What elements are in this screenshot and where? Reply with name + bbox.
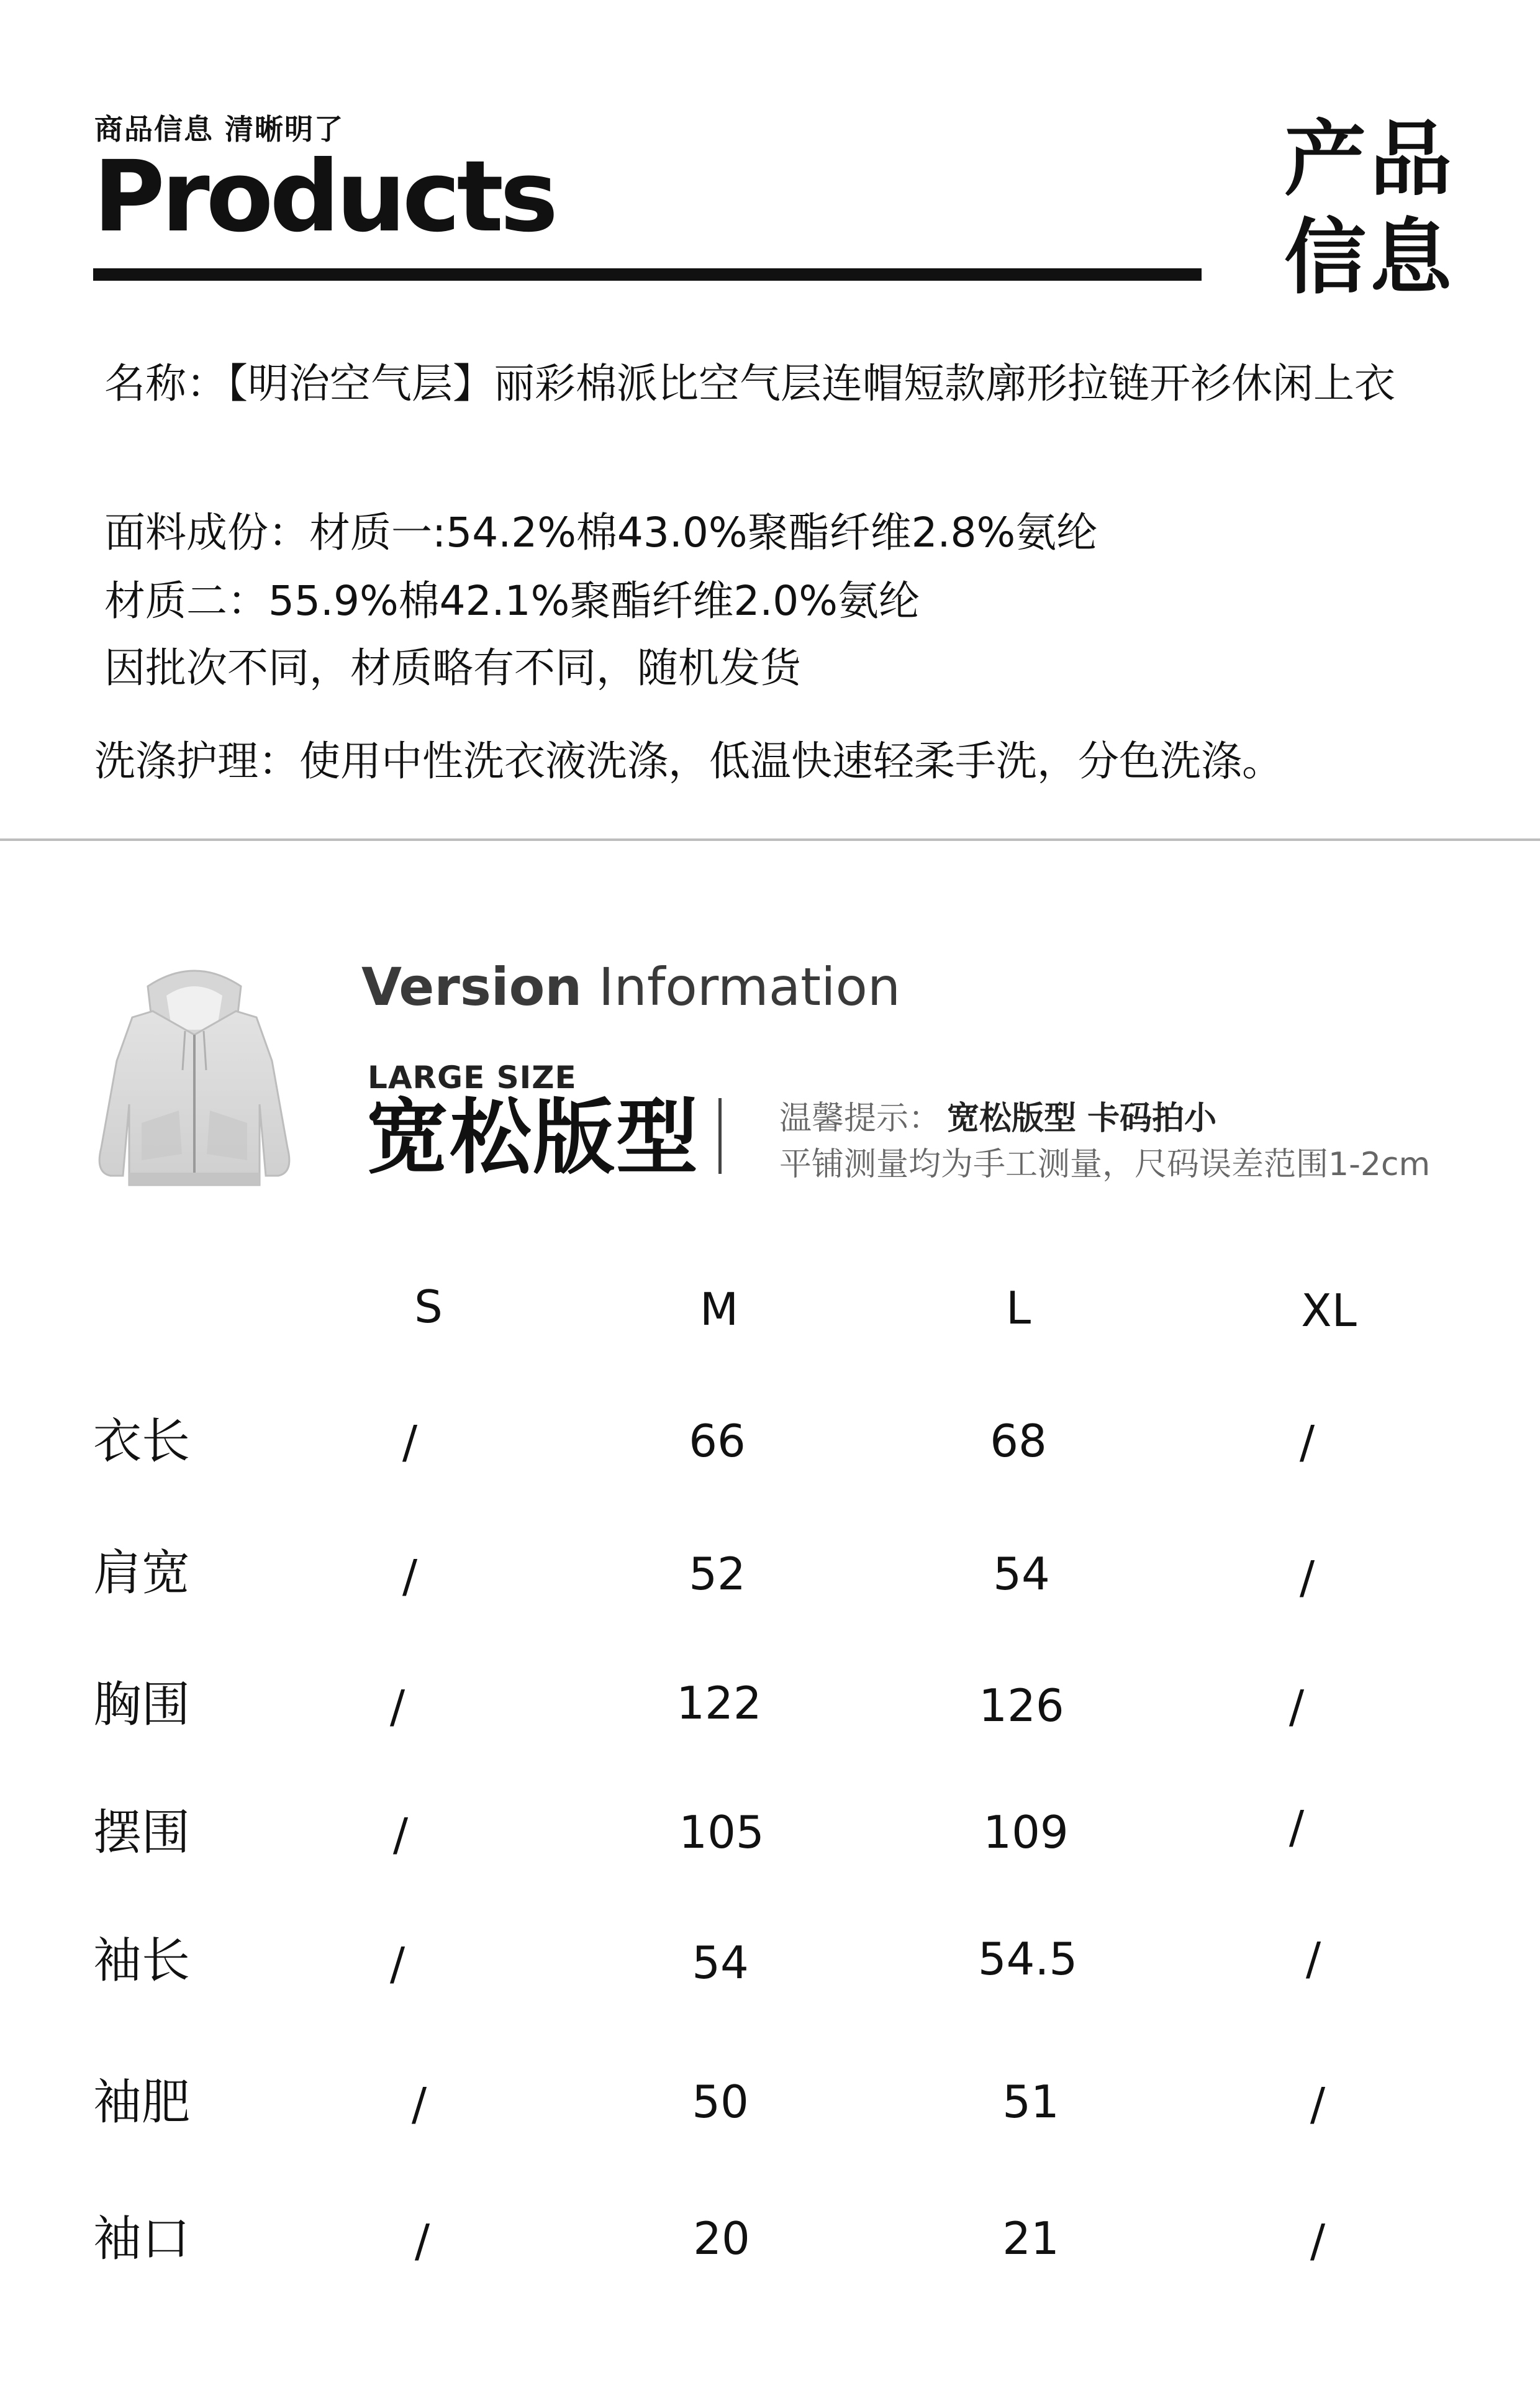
table-cell: / bbox=[1310, 2215, 1326, 2267]
table-cell: / bbox=[389, 1938, 405, 1990]
row-label-hem: 摆围 bbox=[93, 1805, 191, 1861]
table-cell: / bbox=[1299, 1551, 1315, 1604]
row-label-chest: 胸围 bbox=[93, 1677, 191, 1733]
measurement-note: 平铺测量均为手工测量，尺码误差范围1-2cm bbox=[779, 1146, 1431, 1183]
table-cell: / bbox=[392, 1809, 409, 1861]
fit-type: 宽松版型 bbox=[366, 1090, 699, 1186]
table-cell: 54 bbox=[692, 1937, 749, 1989]
row-label-sleeve-width: 袖肥 bbox=[93, 2074, 191, 2130]
table-cell: 68 bbox=[990, 1415, 1047, 1467]
version-heading bbox=[361, 956, 900, 1017]
table-cell: 51 bbox=[1002, 2076, 1059, 2128]
table-cell: 54 bbox=[993, 1548, 1050, 1600]
fabric-composition-2: 材质二：55.9%棉42.1%聚酯纤维2.0%氨纶 bbox=[104, 577, 920, 625]
fabric-composition-1: 面料成份：材质一:54.2%棉43.0%聚酯纤维2.8%氨纶 bbox=[104, 509, 1098, 556]
table-cell: 109 bbox=[983, 1806, 1069, 1858]
version-heading-bold: Version bbox=[361, 956, 582, 1017]
table-cell: / bbox=[411, 2078, 427, 2130]
table-cell: 66 bbox=[689, 1415, 746, 1467]
row-label-cuff: 袖口 bbox=[93, 2211, 191, 2267]
table-cell: 122 bbox=[676, 1677, 762, 1729]
section-kicker: 商品信息 清晰明了 bbox=[94, 112, 345, 146]
size-tip-label: 温馨提示： bbox=[779, 1100, 941, 1137]
table-cell: / bbox=[1289, 1801, 1305, 1853]
table-cell: 126 bbox=[979, 1679, 1064, 1732]
table-cell: / bbox=[1299, 1416, 1315, 1468]
table-cell: 20 bbox=[693, 2212, 750, 2265]
vertical-divider bbox=[718, 1098, 722, 1174]
version-heading-light: Information bbox=[598, 956, 901, 1017]
hoodie-thumbnail bbox=[73, 961, 315, 1197]
section-divider bbox=[0, 838, 1540, 841]
size-header-l: L bbox=[1005, 1282, 1031, 1334]
title-underline bbox=[93, 268, 1202, 281]
side-title bbox=[1284, 111, 1470, 307]
table-cell: 105 bbox=[679, 1806, 764, 1858]
product-name: 名称：【明治空气层】丽彩棉派比空气层连帽短款廓形拉链开衫休闲上衣 bbox=[104, 360, 1395, 407]
table-cell: / bbox=[1305, 1933, 1321, 1985]
wash-care: 洗涤护理：使用中性洗衣液洗涤，低温快速轻柔手洗，分色洗涤。 bbox=[94, 737, 1283, 785]
size-tip bbox=[779, 1092, 1216, 1138]
size-header-xl: XL bbox=[1301, 1284, 1357, 1337]
row-label-length: 衣长 bbox=[93, 1414, 191, 1470]
table-cell: / bbox=[402, 1550, 418, 1602]
large-size-label: LARGE SIZE bbox=[368, 1060, 577, 1096]
row-label-sleeve-length: 袖长 bbox=[93, 1933, 191, 1989]
size-header-m: M bbox=[699, 1283, 739, 1335]
table-cell: 54.5 bbox=[977, 1933, 1078, 1985]
section-title: Products bbox=[93, 140, 555, 254]
table-cell: 50 bbox=[692, 2076, 749, 2128]
size-header-s: S bbox=[414, 1281, 443, 1333]
fabric-note: 因批次不同，材质略有不同，随机发货 bbox=[104, 644, 801, 692]
table-cell: 52 bbox=[689, 1548, 746, 1600]
side-title-line-2: 信息 bbox=[1284, 210, 1456, 306]
table-cell: / bbox=[414, 2215, 430, 2267]
side-title-line-1: 产品 bbox=[1284, 112, 1456, 207]
table-cell: 21 bbox=[1002, 2212, 1059, 2265]
table-cell: / bbox=[389, 1681, 405, 1733]
table-cell: / bbox=[1289, 1681, 1305, 1733]
table-cell: / bbox=[1310, 2078, 1326, 2130]
table-cell: / bbox=[402, 1416, 418, 1468]
row-label-shoulder: 肩宽 bbox=[93, 1545, 191, 1601]
size-tip-value: 宽松版型 卡码拍小 bbox=[947, 1100, 1217, 1137]
